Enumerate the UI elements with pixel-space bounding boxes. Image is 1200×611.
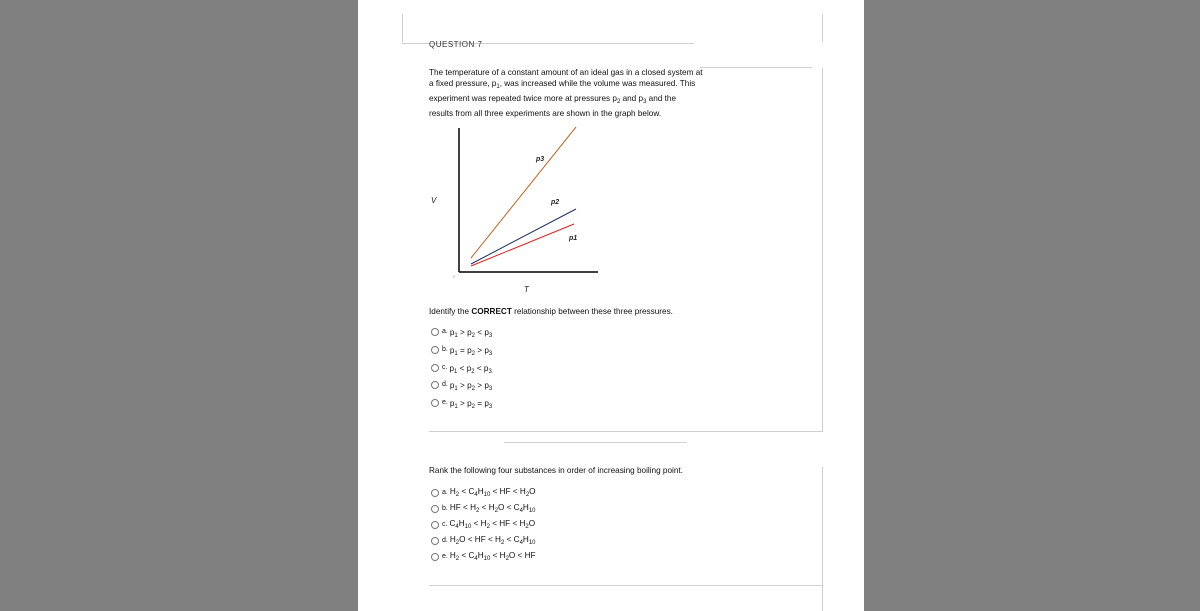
volume-temperature-graph xyxy=(430,118,610,293)
q2-option-d[interactable] xyxy=(431,534,536,547)
x-axis-label: T xyxy=(524,285,529,294)
radio-button[interactable] xyxy=(431,521,439,529)
option-text: $p_1 > p_2 < p_3$ xyxy=(449,328,493,339)
label-p3: p3 xyxy=(536,156,545,163)
question-1-line-4: results from all three experiments are shown in the graph below. xyxy=(429,109,662,118)
q1-option-d[interactable] xyxy=(431,378,492,391)
y-axis-label: V xyxy=(431,196,437,205)
q2-option-e[interactable] xyxy=(431,550,536,563)
option-letter: c. xyxy=(442,521,448,528)
option-letter: b. xyxy=(442,346,448,353)
option-letter: c. xyxy=(442,364,448,371)
option-text: $p_1 > p_2 > p_3$ xyxy=(449,381,493,392)
q1-option-a[interactable] xyxy=(431,325,492,338)
option-text: $H_2O$ < HF < $H_2 < C_4H_{10}$ xyxy=(449,535,536,546)
question-1-bottom-divider xyxy=(429,431,822,432)
q1-option-c[interactable] xyxy=(431,361,492,374)
radio-button[interactable] xyxy=(431,537,439,545)
option-letter: d. xyxy=(442,537,448,544)
question-2-bottom-divider xyxy=(429,585,822,586)
option-text: $p_1 = p_2 > p_3$ xyxy=(449,346,493,357)
option-letter: e. xyxy=(442,553,448,560)
q2-option-a[interactable] xyxy=(431,486,536,499)
question-1-prompt xyxy=(429,306,749,317)
radio-button[interactable] xyxy=(431,364,439,372)
option-letter: a. xyxy=(442,489,448,496)
question-2-right-rule xyxy=(822,467,823,611)
option-text: $p_1 < p_2 < p_3$ xyxy=(449,364,492,375)
prompt-suffix: relationship between these three pressures. xyxy=(511,307,673,316)
label-p1: p1 xyxy=(569,235,578,242)
section-divider xyxy=(504,442,687,443)
question-1-line-1: The temperature of a constant amount of an ideal gas in a closed system at xyxy=(429,68,703,77)
question-header-fragment: QUESTION 7 xyxy=(429,40,483,49)
q2-option-c[interactable] xyxy=(431,518,535,531)
origin-label: 0 xyxy=(453,274,456,279)
radio-button[interactable] xyxy=(431,553,439,561)
question-1-line-2: a fixed pressure, $p_1$, was increased while the volume was measured. This xyxy=(429,79,696,90)
line-p2 xyxy=(471,209,576,264)
radio-button[interactable] xyxy=(431,328,439,336)
question-1-text xyxy=(429,67,729,119)
option-text: $C_4H_{10} < H_2$ < HF < $H_2O$ xyxy=(449,519,536,530)
option-letter: a. xyxy=(442,328,448,335)
option-text: $H_2 < C_4H_{10}$ < HF < $H_2O$ xyxy=(449,487,536,498)
prompt-prefix: Identify the xyxy=(429,307,472,316)
radio-button[interactable] xyxy=(431,489,439,497)
label-p2: p2 xyxy=(551,199,560,206)
option-text: HF < $H_2 < H_2O < C_4H_{10}$ xyxy=(449,503,536,514)
q2-option-b[interactable] xyxy=(431,502,536,515)
right-vertical-rule xyxy=(822,68,823,432)
question-1-line-3: experiment was repeated twice more at pressures $p_2$ and $p_3$ and the xyxy=(429,94,676,105)
top-right-vertical-rule xyxy=(822,14,823,42)
radio-button[interactable] xyxy=(431,505,439,513)
radio-button[interactable] xyxy=(431,346,439,354)
radio-button[interactable] xyxy=(431,399,439,407)
q1-option-b[interactable] xyxy=(431,343,492,356)
option-letter: d. xyxy=(442,381,448,388)
option-letter: e. xyxy=(442,399,448,406)
option-text: $p_1 > p_2 = p_3$ xyxy=(449,399,493,410)
option-letter: b. xyxy=(442,505,448,512)
prompt-bold: CORRECT xyxy=(471,307,512,316)
q1-option-e[interactable] xyxy=(431,396,492,409)
line-p3 xyxy=(471,127,576,258)
radio-button[interactable] xyxy=(431,381,439,389)
top-left-vertical-rule xyxy=(402,14,403,42)
question-2-prompt: Rank the following four substances in order of increasing boiling point. xyxy=(429,466,683,475)
option-text: $H_2 < C_4H_{10} < H_2O$ < HF xyxy=(449,551,536,562)
line-p1 xyxy=(471,224,574,266)
